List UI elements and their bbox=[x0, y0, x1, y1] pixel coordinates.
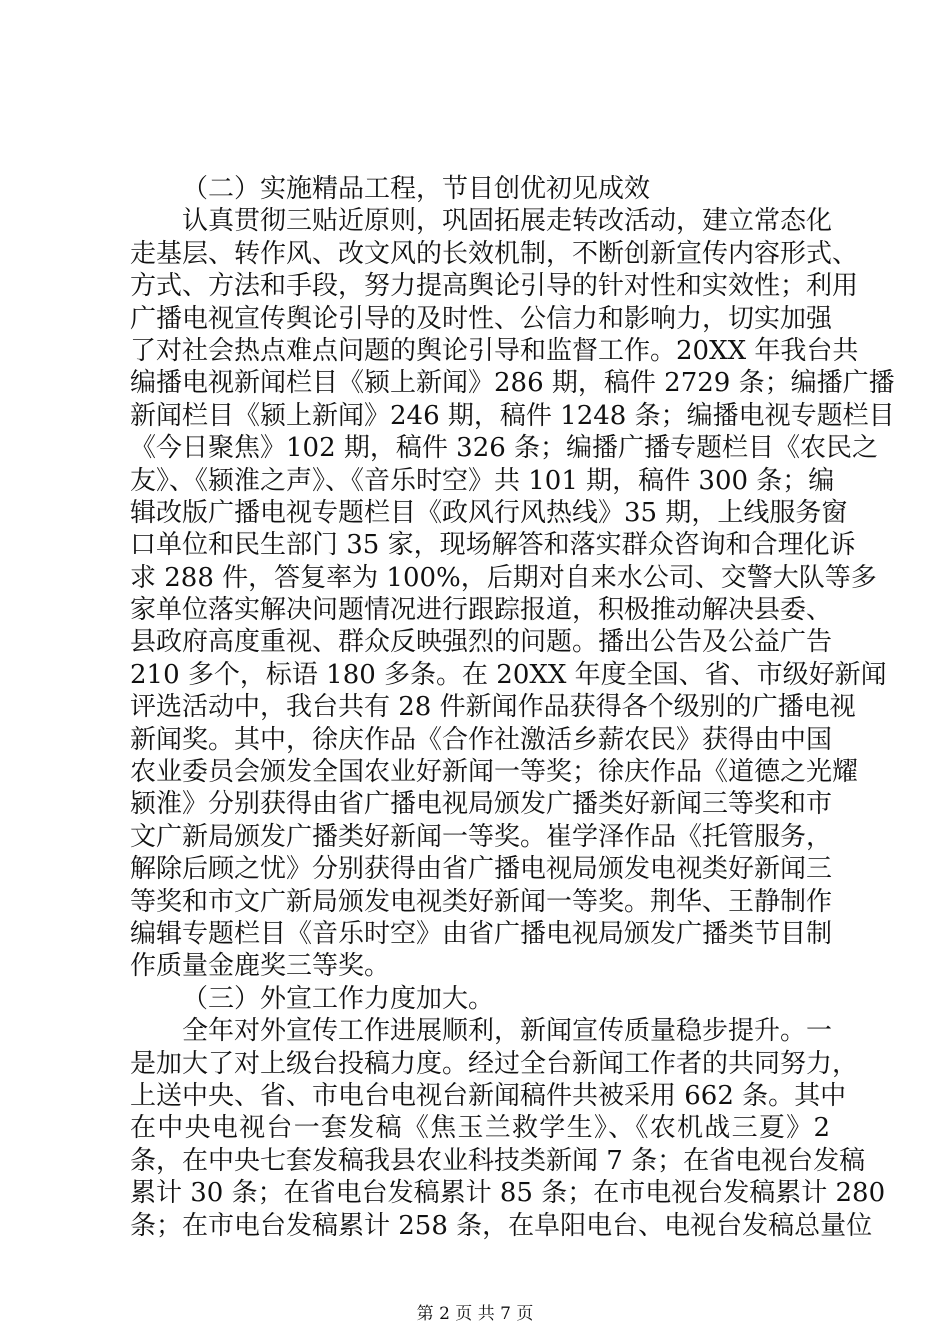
paragraph-line: 文广新局颁发广播类好新闻一等奖。崔学泽作品《托管服务， bbox=[130, 821, 833, 852]
paragraph-line: 方式、方法和手段，努力提高舆论引导的针对性和实效性；利用 bbox=[130, 271, 859, 302]
paragraph-line: 广播电视宣传舆论引导的及时性、公信力和影响力，切实加强 bbox=[130, 303, 833, 334]
paragraph-line: 认真贯彻三贴近原则，巩固拓展走转改活动，建立常态化 bbox=[182, 206, 833, 237]
section-3-heading: （三）外宣工作力度加大。 bbox=[182, 983, 495, 1014]
paragraph-line: 家单位落实解决问题情况进行跟踪报道，积极推动解决县委、 bbox=[130, 595, 833, 626]
paragraph-line: 了对社会热点难点问题的舆论引导和监督工作。20XX 年我台共 bbox=[130, 335, 859, 366]
paragraph-line: 是加大了对上级台投稿力度。经过全台新闻工作者的共同努力， bbox=[130, 1048, 859, 1079]
paragraph-line: 口单位和民生部门 35 家，现场解答和落实群众咨询和合理化诉 bbox=[130, 530, 856, 561]
paragraph-line: 评选活动中，我台共有 28 件新闻作品获得各个级别的广播电视 bbox=[130, 692, 856, 723]
document-body bbox=[130, 173, 895, 1242]
paragraph-line: 在中央电视台一套发稿《焦玉兰救学生》、《农机战三夏》2 bbox=[130, 1113, 830, 1144]
paragraph-line: 解除后顾之忧》分别获得由省广播电视局颁发电视类好新闻三 bbox=[130, 854, 833, 885]
paragraph-line: 友》、《颍淮之声》、《音乐时空》共 101 期，稿件 300 条；编 bbox=[130, 465, 835, 496]
paragraph-line: 新闻栏目《颍上新闻》246 期，稿件 1248 条；编播电视专题栏目 bbox=[130, 400, 895, 431]
paragraph-line: 累计 30 条；在省电台发稿累计 85 条；在市电视台发稿累计 280 bbox=[130, 1178, 886, 1209]
paragraph-line: 农业委员会颁发全国农业好新闻一等奖；徐庆作品《道德之光耀 bbox=[130, 757, 859, 788]
section-2-heading: （二）实施精品工程，节目创优初见成效 bbox=[182, 174, 651, 204]
page-number: 第 2 页 共 7 页 bbox=[416, 1304, 534, 1324]
paragraph-line: 求 288 件，答复率为 100%，后期对自来水公司、交警大队等多 bbox=[130, 562, 877, 593]
paragraph-line: 辑改版广播电视专题栏目《政风行风热线》35 期，上线服务窗 bbox=[130, 497, 848, 528]
paragraph-line: 210 多个，标语 180 多条。在 20XX 年度全国、省、市级好新闻 bbox=[130, 659, 887, 690]
page-footer bbox=[0, 1304, 950, 1324]
paragraph-line: 《今日聚焦》102 期，稿件 326 条；编播广播专题栏目《农民之 bbox=[130, 433, 879, 464]
paragraph-line: 县政府高度重视、群众反映强烈的问题。播出公告及公益广告 bbox=[130, 627, 833, 658]
paragraph-line: 编播电视新闻栏目《颍上新闻》286 期，稿件 2729 条；编播广播 bbox=[130, 368, 895, 399]
paragraph-line: 全年对外宣传工作进展顺利，新闻宣传质量稳步提升。一 bbox=[182, 1016, 833, 1047]
paragraph-line: 条；在市电台发稿累计 258 条，在阜阳电台、电视台发稿总量位 bbox=[130, 1210, 873, 1241]
paragraph-line: 作质量金鹿奖三等奖。 bbox=[130, 951, 391, 982]
paragraph-line: 条，在中央七套发稿我县农业科技类新闻 7 条；在省电视台发稿 bbox=[130, 1145, 866, 1176]
paragraph-line: 上送中央、省、市电台电视台新闻稿件共被采用 662 条。其中 bbox=[130, 1080, 847, 1111]
paragraph-line: 颍淮》分别获得由省广播电视局颁发广播类好新闻三等奖和市 bbox=[130, 789, 833, 820]
paragraph-line: 编辑专题栏目《音乐时空》由省广播电视局颁发广播类节目制 bbox=[130, 918, 833, 949]
paragraph-line: 等奖和市文广新局颁发电视类好新闻一等奖。荆华、王静制作 bbox=[130, 886, 833, 917]
paragraph-line: 新闻奖。其中，徐庆作品《合作社激活乡薪农民》获得由中国 bbox=[130, 724, 833, 755]
paragraph-line: 走基层、转作风、改文风的长效机制，不断创新宣传内容形式、 bbox=[130, 238, 859, 269]
